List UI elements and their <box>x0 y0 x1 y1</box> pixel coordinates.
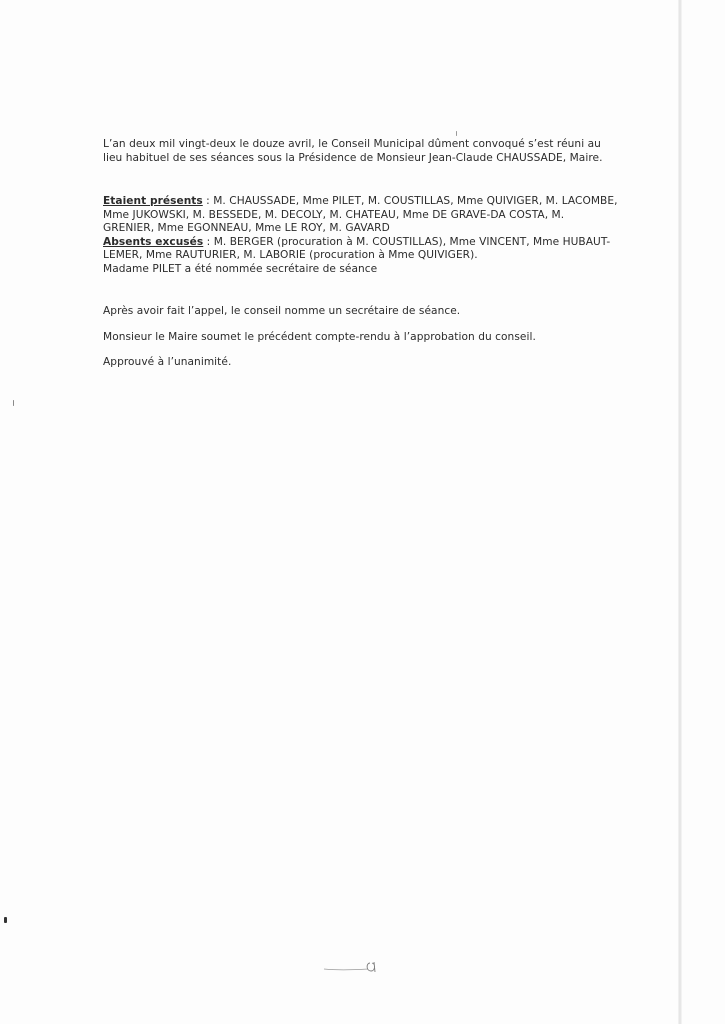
page-edge-shadow <box>678 0 682 1024</box>
initials-mark-icon <box>322 958 386 974</box>
presents-text: : M. CHAUSSADE, Mme PILET, M. COUSTILLAS, Mme QUIVIGER, M. LACOMBE, <box>202 195 618 207</box>
presents-line: GRENIER, Mme EGONNEAU, Mme LE ROY, M. GAVARD <box>103 222 390 235</box>
presents-line: Mme JUKOWSKI, M. BESSEDE, M. DECOLY, M. CHATEAU, Mme DE GRAVE-DA COSTA, M. <box>103 208 565 221</box>
intro-line: L’an deux mil vingt-deux le douze avril, le Conseil Municipal dûment convoqué s’est réuni au <box>103 138 601 150</box>
secretary-line: Madame PILET a été nommée secrétaire de séance <box>103 262 378 275</box>
presents-line <box>103 195 643 209</box>
absents-label: Absents excusés <box>103 235 204 248</box>
absents-line: LEMER, Mme RAUTURIER, M. LABORIE (procuration à Mme QUIVIGER). <box>103 249 478 262</box>
scan-speck <box>13 400 14 406</box>
scan-speck <box>4 917 7 923</box>
absents-line <box>103 236 643 250</box>
scan-speck <box>456 131 457 136</box>
absents-text: : M. BERGER (procuration à M. COUSTILLAS), Mme VINCENT, Mme HUBAUT- <box>203 235 611 248</box>
intro-line: lieu habituel de ses séances sous la Présidence de Monsieur Jean-Claude CHAUSSADE, Maire. <box>103 151 603 164</box>
approbation-paragraph: Monsieur le Maire soumet le précédent compte-rendu à l’approbation du conseil. <box>103 331 536 343</box>
presents-label: Etaient présents <box>103 195 203 207</box>
attendance-section <box>103 195 643 277</box>
approuve-paragraph: Approuvé à l’unanimité. <box>103 356 232 368</box>
intro-paragraph <box>103 138 643 165</box>
appel-paragraph: Après avoir fait l’appel, le conseil nomme un secrétaire de séance. <box>103 305 461 317</box>
